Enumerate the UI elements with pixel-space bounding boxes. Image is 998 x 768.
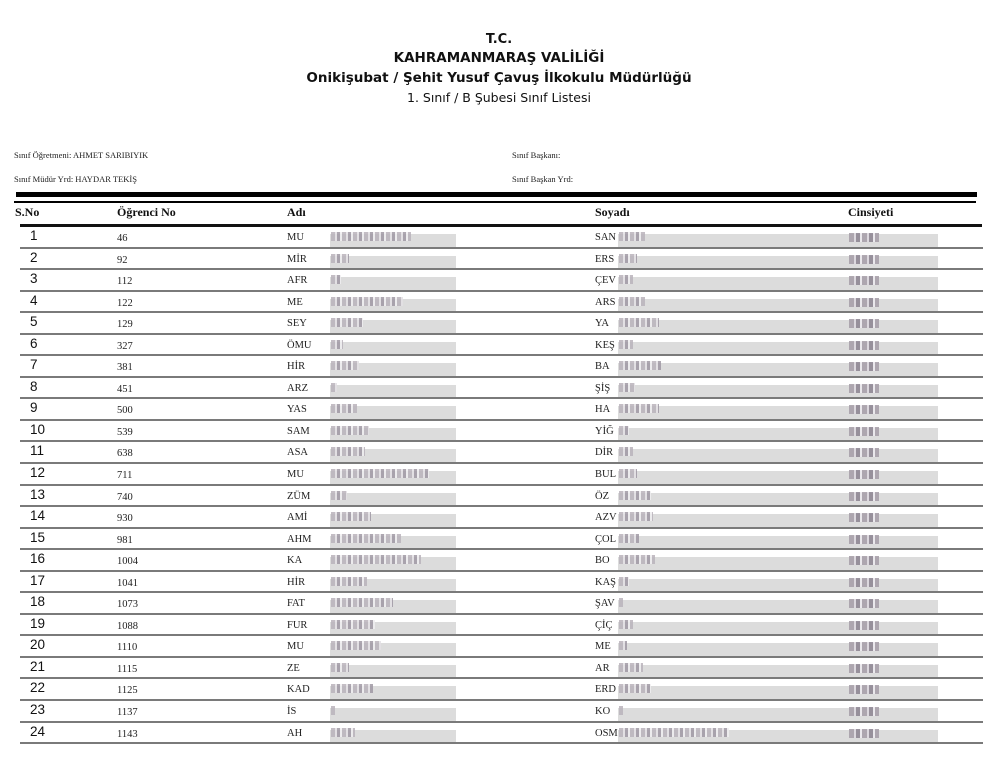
row-separator xyxy=(20,742,983,744)
cell-first-name: AHM xyxy=(287,533,312,545)
redaction-last-name-top xyxy=(618,270,938,277)
redaction-last-name-top xyxy=(618,421,938,428)
pixelated-last-name xyxy=(619,534,639,543)
pixelated-gender xyxy=(849,642,879,651)
column-header-first-name: Adı xyxy=(287,205,306,219)
pixelated-last-name xyxy=(619,641,627,650)
redaction-last-name-top xyxy=(618,507,938,514)
pixelated-first-name xyxy=(331,641,381,650)
pixelated-last-name xyxy=(619,598,623,607)
pixelated-gender xyxy=(849,427,879,436)
header-rule-thin xyxy=(14,201,976,203)
pixelated-first-name xyxy=(331,620,375,629)
pixelated-last-name xyxy=(619,620,633,629)
redaction-last-name-top xyxy=(618,249,938,256)
cell-sno: 17 xyxy=(30,572,46,588)
pixelated-gender xyxy=(849,298,879,307)
cell-sno: 7 xyxy=(30,357,38,373)
cell-sno: 15 xyxy=(30,529,46,545)
cell-student-no: 92 xyxy=(117,254,128,266)
pixelated-last-name xyxy=(619,232,645,241)
header-governorship: KAHRAMANMARAŞ VALİLİĞİ xyxy=(393,50,605,66)
pixelated-first-name xyxy=(331,706,335,715)
pixelated-gender xyxy=(849,341,879,350)
table-row xyxy=(0,550,998,572)
redaction-first-name-top xyxy=(330,486,456,493)
redaction-last-name-top xyxy=(618,658,938,665)
pixelated-last-name xyxy=(619,469,637,478)
pixelated-last-name xyxy=(619,426,629,435)
pixelated-gender xyxy=(849,448,879,457)
pixelated-last-name xyxy=(619,555,655,564)
redaction-last-name-top xyxy=(618,442,938,449)
cell-student-no: 740 xyxy=(117,491,133,503)
cell-student-no: 451 xyxy=(117,383,133,395)
cell-student-no: 1004 xyxy=(117,556,138,568)
cell-last-name: ERS xyxy=(595,253,615,265)
pixelated-first-name xyxy=(331,297,403,306)
pixelated-last-name xyxy=(619,447,633,456)
cell-first-name: AMİ xyxy=(287,512,308,524)
cell-first-name: ÖMU xyxy=(287,339,312,351)
redaction-last-name-top xyxy=(618,292,938,299)
pixelated-first-name xyxy=(331,577,367,586)
table-row xyxy=(0,399,998,421)
student-table xyxy=(0,227,998,744)
pixelated-gender xyxy=(849,556,879,565)
redaction-last-name-top xyxy=(618,313,938,320)
table-row xyxy=(0,486,998,508)
cell-last-name: ŞİŞ xyxy=(595,382,611,394)
redaction-last-name-top xyxy=(618,464,938,471)
pixelated-first-name xyxy=(331,232,411,241)
cell-sno: 23 xyxy=(30,702,46,718)
table-row xyxy=(0,249,998,271)
pixelated-first-name xyxy=(331,340,343,349)
table-row xyxy=(0,292,998,314)
pixelated-gender xyxy=(849,255,879,264)
pixelated-first-name xyxy=(331,534,401,543)
pixelated-last-name xyxy=(619,297,645,306)
cell-first-name: MU xyxy=(287,641,304,653)
table-row xyxy=(0,723,998,745)
pixelated-gender xyxy=(849,535,879,544)
cell-last-name: ÇİÇ xyxy=(595,619,613,631)
column-header-last-name: Soyadı xyxy=(595,205,630,219)
pixelated-last-name xyxy=(619,404,659,413)
cell-last-name: ŞAV xyxy=(595,598,615,610)
cell-student-no: 638 xyxy=(117,448,133,460)
cell-student-no: 539 xyxy=(117,426,133,438)
table-row xyxy=(0,356,998,378)
cell-sno: 4 xyxy=(30,292,38,308)
cell-last-name: DİR xyxy=(595,447,614,459)
table-row xyxy=(0,378,998,400)
table-row xyxy=(0,227,998,249)
redaction-last-name-top xyxy=(618,529,938,536)
table-row xyxy=(0,270,998,292)
table-row xyxy=(0,421,998,443)
pixelated-gender xyxy=(849,492,879,501)
pixelated-first-name xyxy=(331,598,393,607)
redaction-last-name-top xyxy=(618,636,938,643)
pixelated-gender xyxy=(849,470,879,479)
cell-student-no: 112 xyxy=(117,276,133,288)
table-row xyxy=(0,701,998,723)
cell-last-name: HA xyxy=(595,404,611,416)
cell-sno: 3 xyxy=(30,271,38,287)
column-header-sno: S.No xyxy=(15,205,40,219)
cell-first-name: HİR xyxy=(287,576,306,588)
pixelated-first-name xyxy=(331,555,421,564)
redaction-last-name-top xyxy=(618,593,938,600)
cell-student-no: 1125 xyxy=(117,685,138,697)
pixelated-gender xyxy=(849,685,879,694)
header-class-list-title: 1. Sınıf / B Şubesi Sınıf Listesi xyxy=(407,90,591,105)
pixelated-first-name xyxy=(331,318,363,327)
cell-sno: 11 xyxy=(30,443,45,459)
cell-sno: 19 xyxy=(30,615,46,631)
cell-sno: 10 xyxy=(30,421,46,437)
pixelated-first-name xyxy=(331,275,341,284)
cell-last-name: OSM xyxy=(595,727,618,739)
cell-last-name: ARS xyxy=(595,296,616,308)
pixelated-gender xyxy=(849,707,879,716)
pixelated-first-name xyxy=(331,469,429,478)
vice-principal: Sınıf Müdür Yrd: HAYDAR TEKİŞ xyxy=(14,174,137,184)
pixelated-first-name xyxy=(331,663,349,672)
cell-first-name: ASA xyxy=(287,447,309,459)
table-row xyxy=(0,572,998,594)
pixelated-last-name xyxy=(619,318,659,327)
header-school: Onikişubat / Şehit Yusuf Çavuş İlkokulu Müdürlüğü xyxy=(306,70,692,86)
redaction-first-name-top xyxy=(330,270,456,277)
table-row xyxy=(0,615,998,637)
cell-sno: 8 xyxy=(30,378,38,394)
cell-student-no: 1110 xyxy=(117,642,138,654)
cell-first-name: YAS xyxy=(287,404,307,416)
redaction-last-name-top xyxy=(618,356,938,363)
redaction-last-name-top xyxy=(618,550,938,557)
pixelated-first-name xyxy=(331,254,349,263)
pixelated-last-name xyxy=(619,361,661,370)
cell-first-name: HİR xyxy=(287,361,306,373)
redaction-last-name-top xyxy=(618,679,938,686)
cell-student-no: 1137 xyxy=(117,707,138,719)
redaction-last-name-top xyxy=(618,335,938,342)
table-row xyxy=(0,529,998,551)
pixelated-gender xyxy=(849,384,879,393)
cell-last-name: BO xyxy=(595,555,610,567)
cell-sno: 12 xyxy=(30,465,46,481)
cell-first-name: ZE xyxy=(287,662,300,674)
class-teacher: Sınıf Öğretmeni: AHMET SARIBIYIK xyxy=(14,150,149,160)
pixelated-last-name xyxy=(619,663,643,672)
cell-last-name: BA xyxy=(595,361,610,373)
cell-student-no: 1041 xyxy=(117,577,138,589)
pixelated-first-name xyxy=(331,491,347,500)
cell-last-name: SAN xyxy=(595,232,617,243)
cell-last-name: ÇOL xyxy=(595,533,616,545)
pixelated-last-name xyxy=(619,275,633,284)
cell-first-name: MU xyxy=(287,232,304,243)
header-rule-thick xyxy=(16,192,977,197)
column-header-gender: Cinsiyeti xyxy=(848,205,894,219)
cell-first-name: ME xyxy=(287,296,303,308)
cell-sno: 21 xyxy=(30,658,46,674)
cell-student-no: 930 xyxy=(117,513,133,525)
cell-first-name: KA xyxy=(287,555,303,567)
table-row xyxy=(0,464,998,486)
cell-student-no: 46 xyxy=(117,233,128,244)
cell-student-no: 129 xyxy=(117,319,133,331)
cell-first-name: ARZ xyxy=(287,382,308,394)
cell-first-name: KAD xyxy=(287,684,310,696)
pixelated-gender xyxy=(849,233,879,242)
cell-sno: 2 xyxy=(30,249,38,265)
redaction-last-name-top xyxy=(618,399,938,406)
pixelated-first-name xyxy=(331,361,359,370)
cell-sno: 1 xyxy=(30,228,38,243)
table-row xyxy=(0,679,998,701)
pixelated-first-name xyxy=(331,447,365,456)
pixelated-last-name xyxy=(619,383,635,392)
cell-first-name: MİR xyxy=(287,253,307,265)
cell-sno: 20 xyxy=(30,637,46,653)
cell-student-no: 1143 xyxy=(117,728,138,740)
table-row xyxy=(0,636,998,658)
cell-sno: 13 xyxy=(30,486,46,502)
document-header xyxy=(0,30,998,108)
redaction-first-name-top xyxy=(330,701,456,708)
redaction-last-name-top xyxy=(618,227,938,234)
pixelated-last-name xyxy=(619,577,629,586)
cell-sno: 6 xyxy=(30,335,38,351)
pixelated-last-name xyxy=(619,684,651,693)
pixelated-last-name xyxy=(619,728,729,737)
cell-sno: 14 xyxy=(30,508,46,524)
cell-first-name: SAM xyxy=(287,425,310,437)
cell-first-name: İS xyxy=(287,706,297,718)
cell-student-no: 1115 xyxy=(117,663,138,675)
cell-last-name: ÖZ xyxy=(595,490,609,502)
cell-sno: 5 xyxy=(30,314,38,330)
cell-first-name: AFR xyxy=(287,275,308,287)
cell-first-name: SEY xyxy=(287,318,307,330)
table-row xyxy=(0,335,998,357)
cell-first-name: AH xyxy=(287,727,303,739)
table-row xyxy=(0,507,998,529)
table-row xyxy=(0,593,998,615)
redaction-first-name-top xyxy=(330,335,456,342)
pixelated-gender xyxy=(849,276,879,285)
cell-student-no: 381 xyxy=(117,362,133,374)
table-row xyxy=(0,442,998,464)
cell-last-name: YİĞ xyxy=(595,425,614,437)
pixelated-first-name xyxy=(331,728,355,737)
table-row xyxy=(0,313,998,335)
cell-last-name: KEŞ xyxy=(595,339,615,351)
cell-last-name: ERD xyxy=(595,684,616,696)
pixelated-last-name xyxy=(619,254,637,263)
class-vice-president: Sınıf Başkan Yrd: xyxy=(512,174,574,184)
pixelated-gender xyxy=(849,513,879,522)
cell-last-name: AZV xyxy=(595,512,617,524)
cell-last-name: ME xyxy=(595,641,611,653)
cell-sno: 18 xyxy=(30,594,46,610)
cell-sno: 16 xyxy=(30,551,46,567)
redaction-first-name-top xyxy=(330,378,456,385)
cell-last-name: ÇEV xyxy=(595,275,616,287)
cell-last-name: AR xyxy=(595,662,610,674)
table-row xyxy=(0,658,998,680)
cell-first-name: FUR xyxy=(287,619,308,631)
cell-sno: 22 xyxy=(30,680,46,696)
pixelated-gender xyxy=(849,362,879,371)
redaction-last-name-top xyxy=(618,701,938,708)
cell-student-no: 122 xyxy=(117,297,133,309)
pixelated-gender xyxy=(849,319,879,328)
cell-student-no: 500 xyxy=(117,405,133,417)
pixelated-gender xyxy=(849,729,879,738)
redaction-last-name-top xyxy=(618,615,938,622)
redaction-last-name-top xyxy=(618,378,938,385)
pixelated-last-name xyxy=(619,706,623,715)
cell-student-no: 1088 xyxy=(117,620,138,632)
pixelated-last-name xyxy=(619,491,651,500)
pixelated-last-name xyxy=(619,512,653,521)
cell-last-name: KAŞ xyxy=(595,576,617,588)
cell-first-name: MU xyxy=(287,469,304,481)
cell-first-name: FAT xyxy=(287,598,305,610)
cell-sno: 24 xyxy=(30,723,46,739)
pixelated-gender xyxy=(849,599,879,608)
redaction-last-name-top xyxy=(618,486,938,493)
pixelated-first-name xyxy=(331,684,373,693)
cell-last-name: KO xyxy=(595,706,611,718)
cell-last-name: YA xyxy=(595,318,610,330)
redaction-last-name-top xyxy=(618,572,938,579)
column-header-student-no: Öğrenci No xyxy=(117,205,176,219)
cell-student-no: 1073 xyxy=(117,599,138,611)
cell-student-no: 981 xyxy=(117,534,133,546)
pixelated-gender xyxy=(849,664,879,673)
cell-first-name: ZÜM xyxy=(287,490,311,502)
pixelated-gender xyxy=(849,621,879,630)
cell-sno: 9 xyxy=(30,400,38,416)
pixelated-gender xyxy=(849,578,879,587)
pixelated-gender xyxy=(849,405,879,414)
pixelated-last-name xyxy=(619,340,633,349)
cell-student-no: 711 xyxy=(117,470,133,482)
pixelated-first-name xyxy=(331,512,371,521)
pixelated-first-name xyxy=(331,426,369,435)
cell-student-no: 327 xyxy=(117,340,133,352)
class-president: Sınıf Başkanı: xyxy=(512,150,561,160)
header-tc: T.C. xyxy=(485,32,513,47)
pixelated-first-name xyxy=(331,404,357,413)
cell-last-name: BUL xyxy=(595,469,616,481)
pixelated-first-name xyxy=(331,383,337,392)
